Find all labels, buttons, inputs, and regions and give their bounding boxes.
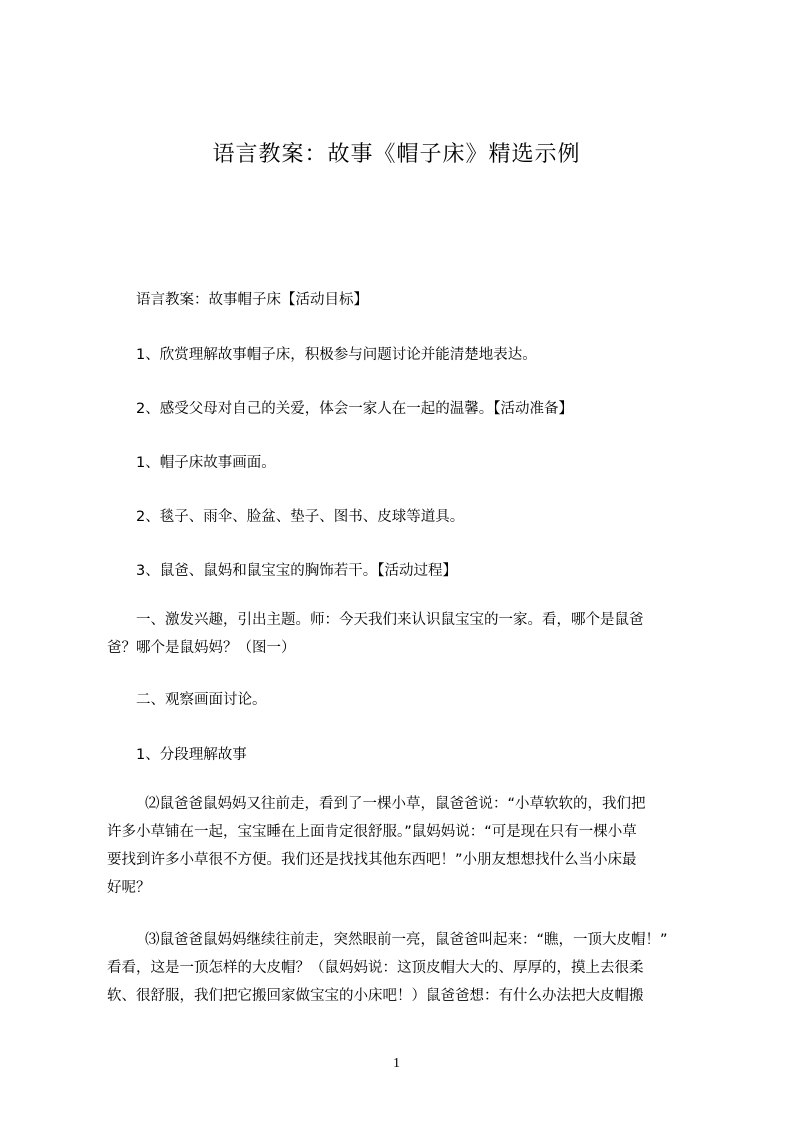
paragraph-story-part-3 bbox=[107, 926, 707, 1010]
paragraph-goal-1 bbox=[136, 341, 736, 369]
paragraph-line: 软、很舒服，我们把它搬回家做宝宝的小床吧！）鼠爸爸想：有什么办法把大皮帽搬 bbox=[107, 988, 644, 1004]
paragraph-line: 1、帽子床故事画面。 bbox=[136, 455, 276, 471]
paragraph-line: 语言教案：故事帽子床【活动目标】 bbox=[136, 292, 368, 308]
paragraph-goal-2 bbox=[136, 395, 736, 423]
paragraph-line: 1、欣赏理解故事帽子床，积极参与问题讨论并能清楚地表达。 bbox=[136, 347, 537, 363]
paragraph-activity-goals-heading bbox=[136, 286, 736, 314]
paragraph-line: 2、感受父母对自己的关爱，体会一家人在一起的温馨。【活动准备】 bbox=[136, 401, 573, 417]
paragraph-line: 许多小草铺在一起，宝宝睡在上面肯定很舒服。”鼠妈妈说：“可是现在只有一棵小草 bbox=[107, 824, 637, 840]
paragraph-line: 二、观察画面讨论。 bbox=[136, 692, 267, 708]
paragraph-prep-1 bbox=[136, 449, 736, 477]
paragraph-prep-3 bbox=[136, 557, 736, 585]
paragraph-prep-2 bbox=[136, 503, 736, 531]
paragraph-line: 1、分段理解故事 bbox=[136, 747, 247, 763]
paragraph-step-2 bbox=[136, 686, 736, 714]
paragraph-line: 3、鼠爸、鼠妈和鼠宝宝的胸饰若干。【活动过程】 bbox=[136, 563, 457, 579]
paragraph-story-part-2 bbox=[107, 790, 707, 902]
paragraph-line: ⑵鼠爸爸鼠妈妈又往前走，看到了一棵小草，鼠爸爸说：“小草软软的，我们把 bbox=[145, 796, 646, 812]
paragraph-step-1 bbox=[107, 606, 707, 662]
paragraph-line: 爸？哪个是鼠妈妈？（图一） bbox=[107, 640, 296, 656]
paragraph-line: 要找到许多小草很不方便。我们还是找找其他东西吧！”小朋友想想找什么当小床最 bbox=[107, 852, 637, 868]
page-number: 1 bbox=[393, 1056, 400, 1071]
document-title: 语言教案：故事《帽子床》精选示例 bbox=[212, 142, 581, 167]
paragraph-line: ⑶鼠爸爸鼠妈妈继续往前走，突然眼前一亮，鼠爸爸叫起来：“瞧，一顶大皮帽！” bbox=[145, 932, 668, 948]
paragraph-line: 2、毯子、雨伞、脸盆、垫子、图书、皮球等道具。 bbox=[136, 509, 465, 525]
paragraph-story-heading bbox=[136, 741, 736, 769]
paragraph-line: 看看，这是一顶怎样的大皮帽？（鼠妈妈说：这顶皮帽大大的、厚厚的，摸上去很柔 bbox=[107, 960, 644, 976]
paragraph-line: 一、激发兴趣，引出主题。师：今天我们来认识鼠宝宝的一家。看，哪个是鼠爸 bbox=[136, 612, 644, 628]
paragraph-line: 好呢？ bbox=[107, 880, 151, 896]
